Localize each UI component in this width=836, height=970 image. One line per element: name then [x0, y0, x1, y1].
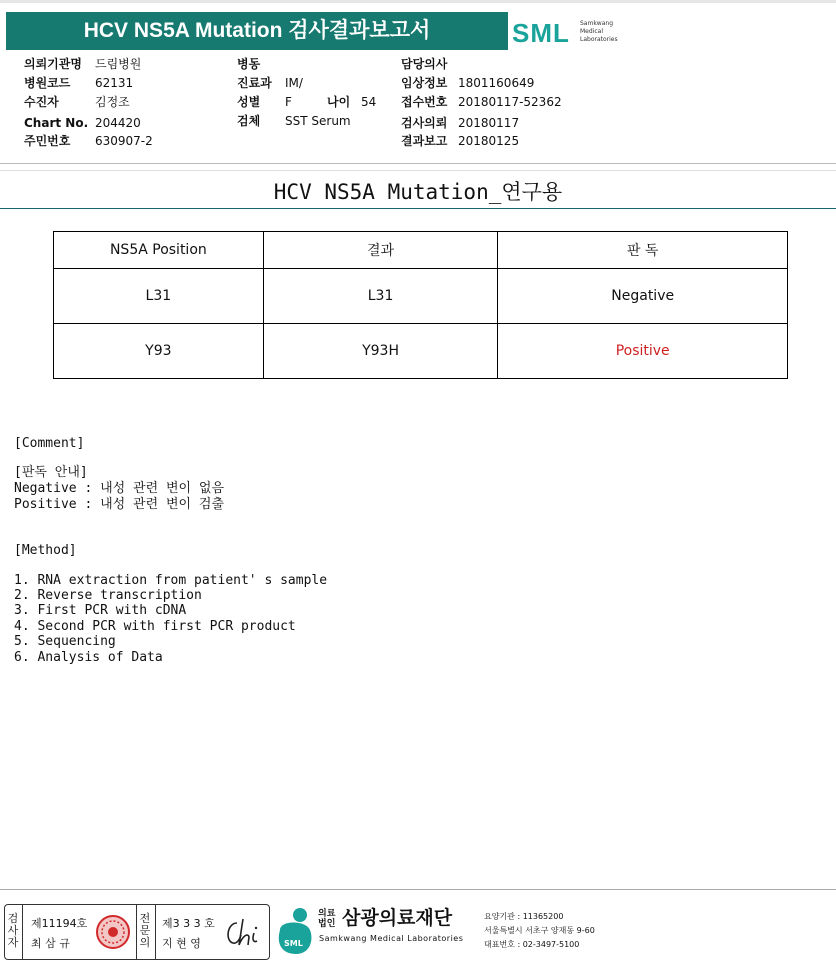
table-header-row	[54, 232, 788, 269]
info-specimen: 검체 SST Serum	[237, 114, 351, 128]
signature-image	[223, 917, 265, 949]
title-underline	[0, 208, 836, 209]
org-prefix: 의료 법인	[318, 909, 336, 929]
guide-line-negative: Negative : 내성 관련 변이 없음	[14, 481, 225, 496]
report-title: HCV NS5A Mutation_연구용	[273, 180, 563, 204]
info-client-institution: 의뢰기관명 드림병원	[24, 57, 142, 71]
method-step: 2. Reverse transcription	[14, 588, 202, 603]
divider	[136, 905, 137, 959]
column-header: 결과	[263, 232, 498, 269]
method-step: 3. First PCR with cDNA	[14, 603, 187, 618]
specialist-license: 제3 3 3 호	[162, 917, 215, 930]
tester-name: 최 삼 규	[31, 937, 70, 950]
specialist-label: 전 문 의	[139, 912, 151, 949]
info-age: 나이 54	[327, 95, 377, 109]
column-header: NS5A Position	[54, 232, 264, 269]
org-name: 삼광의료재단	[342, 907, 453, 929]
divider	[0, 170, 836, 171]
interpretation-cell: Positive	[498, 324, 788, 379]
org-details: 요양기관 : 11365200 서울특별시 서초구 양재동 9-60 대표번호 : 02-3497-5100	[484, 912, 595, 949]
tester-license: 제11194호	[31, 917, 88, 930]
info-receipt-number: 접수번호 20180117-52362	[401, 95, 562, 109]
report-header-title: HCV NS5A Mutation 검사결과보고서	[6, 12, 508, 50]
org-logo-label: SML	[284, 939, 303, 948]
divider	[0, 163, 836, 164]
table-row	[54, 324, 788, 379]
sml-logo	[512, 16, 632, 50]
table-row	[54, 269, 788, 324]
info-hospital-code: 병원코드 62131	[24, 76, 134, 90]
method-step: 1. RNA extraction from patient' s sample	[14, 573, 328, 588]
guide-line-positive: Positive : 내성 관련 변이 검출	[14, 497, 225, 512]
info-ward: 병동	[237, 57, 261, 71]
result-cell: L31	[263, 269, 498, 324]
column-header: 판 독	[498, 232, 788, 269]
signature-box	[4, 904, 270, 960]
divider	[22, 905, 23, 959]
top-border	[0, 0, 836, 3]
result-cell: Y93H	[263, 324, 498, 379]
samkwang-logo-icon	[270, 906, 320, 958]
method-step: 4. Second PCR with first PCR product	[14, 619, 296, 634]
footer-divider	[0, 889, 836, 890]
info-chart-no: Chart No. 204420	[24, 116, 141, 130]
comment-heading: [Comment]	[14, 436, 85, 451]
info-sex: 성별 F	[237, 95, 292, 109]
sml-logo-subtitle: Samkwang Medical Laboratories	[580, 20, 618, 43]
seal-icon	[95, 914, 131, 950]
method-step: 5. Sequencing	[14, 634, 116, 649]
info-patient-name: 수진자 김정조	[24, 95, 130, 109]
guide-heading: [판독 안내]	[14, 465, 88, 480]
info-request-date: 검사의뢰 20180117	[401, 116, 520, 130]
info-resident-number: 주민번호 630907-2	[24, 134, 153, 148]
info-department: 진료과 IM/	[237, 76, 303, 90]
method-heading: [Method]	[14, 543, 77, 558]
sml-logo-mark: SML	[512, 18, 570, 48]
org-english-name: Samkwang Medical Laboratories	[319, 934, 464, 943]
position-cell: Y93	[54, 324, 264, 379]
results-table	[53, 231, 788, 379]
info-clinical: 임상정보 1801160649	[401, 76, 535, 90]
interpretation-cell: Negative	[498, 269, 788, 324]
method-step: 6. Analysis of Data	[14, 650, 163, 665]
tester-label: 검 사 자	[7, 912, 19, 949]
info-report-date: 결과보고 20180125	[401, 134, 520, 148]
info-doctor: 담당의사	[401, 57, 448, 71]
divider	[155, 905, 156, 959]
specialist-name: 지 현 영	[162, 937, 201, 950]
position-cell: L31	[54, 269, 264, 324]
